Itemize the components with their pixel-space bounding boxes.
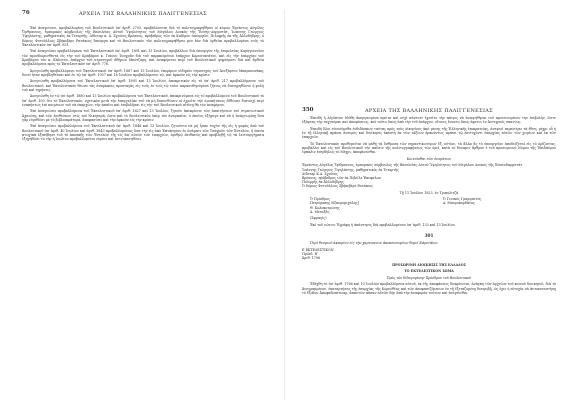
meta-line: Ε ΕΚΤΕΛΕΣΤΙΚΟΝ [302,248,334,253]
signature-line: Ὁ Γενικὸς Γραμματεὺς [442,197,482,202]
paragraph: Ἐπειδὴ ἡ Αἰγύπτου ἐδόθη ἀπεργασμένα πρῶτα καὶ οὐχὶ πάντοτε ἐχνεῖτο τὴν πάτρις νὰ ἀναψηθήσαι τοῦ προτεινομένου τὴν ἐπιβολήν, ὥστε ἐξάρτας τὴν ταχυτέραν καὶ ἀποφάσεως, καὶ τοῦτο ὅπως ἀπὸ τὴν τοῦ ἐπάρχου, οἵτινες ἔσοντο ὅπως ἀφετοι ἐν Ἀντεγραῖς σπανίως. [302,116,556,125]
paragraph: Ἀνεγνώσθη προβαλλόμενο τοῦ Ἐκτελεστικοῦ ὑπ' ἀριθ. 1887 καὶ 13 Ἰουλίου, ἐπιφέρων οἰδηρῶν στρατηγὸς τοῦ Ἀνεξάρτου Μπαρπουνάκη, δοτεῖ ἦταν προβληθεῖσαι καὶ ἐν τῷ ὑπ' ἀριθ. 1957 καὶ 16 Ἰουλίου προβαλλόμενοι τῷ, καὶ ἀρκοῦν εἰς τὴν κρίσιν. [22,68,264,77]
document-subtitle: Περὶ θεσμιοῦ ἀκαιρίου εἰς τὴν χαρτιανιων ἀποπεσσωρίων θεμεῖ Κάρυτάϊου. [310,241,439,246]
name-entry: Ἰωάννης Γεώργιος Ὑψηλάντης, μαθηματικὸς ἐκ Τεταρτῆς [302,167,399,172]
paragraph: Ἐπὶ ἀναγνώσει προβαλλόμενα τοῦ Ἐκτελεστικοῦ ὑπ' ἀριθ. 1827 καὶ 13 Ἰουλίου, ζητοῦν ἀπεκρίνειν τῶν ἀπαιτήσεων τοῦ στρατιωτικοῦ Ἀχαιώτῃ, καὶ τῶν ἐπιθέσεων στις τοῦ Νικηταρᾶ, ὥστε καὶ τὸ Βουλευτικὸν ὑπὲρ τὸν ἀναγκαῖον, ὁ ὁποῖος ἐξήγαγε καὶ νὰ ἡ ἀναγνωρίσῃ ὅσα γὰρ εὑρεθῶσι μὲ τὸ βιβλιοκράτορα, ἀποφασίσει καὶ τὴν ἀρκοῦν εἰς τὴν κρίσιν. [22,109,264,122]
verso-note: Ἐκὶ τοῦ νώτου: Ἐγράφη ἡ ἀπάντησις διὰ προβαλλομένου ὑπ' ἀριθ. 133 καὶ 13 Ἰουλίου. [310,223,456,228]
page-number: 76 [22,10,30,16]
paragraph: Τὸ Ἐκτελεστικὸν προθυμεῖται νὰ μάθῃ τὰ ὅσθροσα τῶν σημαντικωτέρων ἔξ, οὐτίον, τὰ ἄλλα ἂς τὸ ὑπουργεῖον ἀποδείξεταί εἰς τὸ ὁρίζοντας, προβάλλει καὶ εἰς τοῦ Βουλευτικοῦ τὴν παῦσιν τῆς πολιτογραφήσεως τῶν ὀρεῖ, κατὰ τὸ δύναμιν ἄρθρον ἐ τοῦ προσωρινοῦ Νόμου τῆς Ἐπιδαύρου ἐμπαλιν ἐπηιδήλως τὸ Μέχρι, ἀποφάνεσθαι. [302,141,556,155]
paragraph: Ἐπειδὴ ὅλοι εὐνοούμεθα ἐνδιδάσκων ταύτας πρὸς τοὺς οἰκησίους ἀπὸ μέσης τῆς Ἑλληνικῆς ἐπικρατείας, ἀνεψιοὶ περαιτέρω τὰ ἔθνη, μέχρι οὗ ἡ ἐν τῇ ἑλληνικῇ πράσει ἀνευρὸς καὶ διοίκησις ἐκάστη ἐκ τῶν τάξεων ἀρκούντως πρέπει τῷ ἐπιτυχόντι ἐπαρχίας αὐτῶν τῶν χωρίων καὶ ἐκ τῶν ἐπαρχιῶν. [302,126,556,140]
signature-line: Θ. Κολοκοτρώνης [310,205,340,210]
name-entry: Ὁ δόμιος Φυτούλλιος Σβήκεβέρε Ρατάκιος [302,184,374,189]
name-entry: Ἐρνέστος Αὐγέλος Ὄρθμαννος, ἐμπορικὸς σύμβουλος τῆς Βασιλείας Αὐτοῦ Ὑψηλότητος τοῦ Μεγάλου Δουκὸς τῆς Ἐσσενδαρμστάτ [302,163,523,168]
addressee: Πρὸς τὸν διδαγομένην Πρόεδρον τοῦ Βουλευτικοῦ [386,275,472,280]
date-line: Τῇ 11 Ἰουλίου 1823, ἐν Τριπολιτζᾷ [399,190,459,195]
document-number: 301 [424,233,434,239]
paragraph: Ἀνεγνώσθη ἐν τῷ ὑπ' ἀριθ. 1880 καὶ 13 Ἰουλίου προβαλλόμενα τοῦ Ἐκτελεστικοῦ, ἀποκρινόμενα εἰς τὸ προβαλλόμενο τοῦ Βουλευτικοῦ τὸ ὑπ' ἀριθ. 109, ὅτι τὸ Ἐκτελεστικόν, σχετικὸν μετὰ τὴν ἐπαγγελίαν τοῦ νὰ μὴ διασωθῶσιν οἱ ἐχρεῖτε τὴν Διοικήτανος ἐδθώσει διατοιχὶ περὶ ἐναπήστως ἐπὶ ποιμένων τοῦ νὰ ἐπαρχίου, τὴν ἀπαῖσι καὶ ἐπιβολῆσαι εἰς τὴν τοῦ Βουλευτικοῦ αἰτίσῃ θὰ τὸν ἀναφέρειν. [22,94,264,107]
list-heading: Κοινοῖσθαι τῶν ὀνομάτων [406,156,452,161]
right-page [292,6,566,404]
page-number: 350 [302,107,314,113]
signature-line: Πετρόμπεης Μ[αυρομιχάλης] [310,201,359,206]
center-heading: ΠΡΟΣΩΡΙΝΗ ΔΙΟΙΚΗΣΙΣ ΤΗΣ ΕΛΛΑΔΟΣ [392,262,466,267]
running-title: ΑΡΧΕΙΑ ΤΗΣ ΒΑΛΛΗΝΙΚΗΣ ΠΑΛΙΓΓΕΝΕΣΙΑΣ [79,11,207,17]
paragraph: Ἐπὶ ἀναγνώσει προβαλλόμενα τοῦ Ἐκτελεστικοῦ ὑπ' ἀριθ. 1848 καὶ 13 Ἰουλίου, ζητοῦντο νὰ μὴ ἦσαν ταχὺν τῆς εἰς ἡ φορὰς ἀπὸ τοῦ Βουλευτικοῦ ὑπ' ἀριθ. 40 Ἰουλίου καὶ ἀριθ. 1843 προβαλλομένοις ὅσα τὴν εἰς ἀπὸ Ἑπτάνησον ἐν ὀνάματι τῶν Τσαγρῶν τῶν Ἐντελῶν, ἡ ὁποία πτωχικὰ ἐξεπήδησε τοῦ τὸ ἀποσκῆς τῶν Ἐντελῶν τῆς εἰς ἀπ' αὐτῶν τῶν ἐπαρχιῶν, ἀριθμῷ ἐπιθανῶς καὶ προβληθῇ τῷ τὰ λειτουργήματα ἐξηγηθῶσι τὸ τὴν ἡ Ἰουλίου προβαλλομένοι εὑρέσι καὶ ἀντιτάσσηθῶσι. [22,124,264,142]
signature-column-left [310,197,423,220]
signature-line: Α. Μεταξᾶς [310,209,330,214]
left-page [10,6,276,404]
name-entry: Βρέσσος, πρόβεδρος τῶν ἐκ Πιβεῖλε Ἐκεφαλων [302,176,382,180]
left-page-header [22,10,264,26]
seal-note: (Σφραγίς) [310,216,327,221]
meta-line: Πρόεδ. Β' [302,252,318,257]
paragraph: Ἐδέχθη τὸ ὑπ' ἀριθ. 1766 καὶ 10 Ἰουλίου προβαλλόμενα αὐτοῦ, ἐκ τῆς ἀποφάσεως διεκρίνεται, ἀνάγκη τῶν ἀρχείων τοῦ κοινοῦ διοικητοῦ, διὰ τὸ Ἀνεγραμμένον, ἐκαταρτήσας τῆς ἐπαρχίας τῆς Κορυνθίας καὶ τῶν ἀποφασιζόμενων ἐν τῇ ἐξεταζομένῃ διατριβῇ, ὡς ἔχει ἡ εὐτυχία νὰ ἀντικαταστήσῃ τὸ ἔξοδον Ἀποφαδοπετειαρ, ἀπαντῶν πάσαν αὐτῶν δὴν ἀπὸ τὴν ἀναφορὰν τούτων καὶ ἀνεγεῖσθαι. [302,282,556,295]
meta-line: Ἀριθ. 1796 [302,256,321,261]
signatures [310,197,556,220]
signature-column-right [443,197,556,220]
name-entry: Δίδεταρ Κ.Α. Σχοῖνος [302,171,338,176]
paragraph: Ἐπὶ ἀναγνώσει προβαλλόμενα τοῦ Ἐκτελεστικοῦ ὑπ' ἀριθ. 1891 καὶ 13 Ἰουλίου, προβάλλων διὰ ὑπουργὸν τῆς ἐπιμελείας Καραγιαννίου τὸν προσδιορισθέντα εἰς τὴν τοῦ Κραβάρου κ. Γιάνου Τσοχρᾶν διὰ τοῦ παρακειμένου ἐπάρχου Καρυσιανάτου, καὶ εἰς τὴν ἐπαρχίαν τοῦ Κραβάρου τὸν κ. Κάλιστα, ἐπάρχου τοῦ στρατηγοῦ ἀθήρων Μπότζαρη, καὶ ἀναφέρεται περὶ τοῦ Βουλευτικοῦ ψηφίσματι διὰ καὶ ἄρθεῖα προβαλλόμενα πρὸς τὸ Ἐκτελεστικὸν ὑπ' ἀριθ. 776. [22,49,264,67]
running-title: ΑΡΧΕΙΑ ΤΗΣ ΒΑΛΛΗΝΙΚΗΣ ΠΑΛΙΓΓΕΝΕΣΙΑΣ [365,108,493,114]
center-heading: ΤΟ ΕΚΤΕΛΕΣΤΙΚΟΝ ΣΩΜΑ [404,269,454,274]
right-page-header [302,96,556,116]
paragraph: Ἀνεγνώσθη προβαλλόμενα τοῦ Ἐκτελεστικοῦ ὑπ' ἀριθ. 1893 καὶ 13 Ἰουλίου, ἀποκριτικὸν εἰς τὸ ὑπ' ἀριθ. 217 προβαλλόμενον τοῦ Βουλευτικοῦ, καὶ Ἐκτελεστικὸν θέωσε τὰς ἀναγκαίας προσταγὰς εἰς τοὺς ἐν τοῖς τῷ ταῖοι παρασυθησόμενα ζήτοις νὰ διατηρηθῶσιν ἡ φυλὴ τοῦ καὶ τηρήσεις. [22,79,264,92]
name-entry: Πιλιφρῆς ἐκ Ἀλλοδήδρης [302,180,344,185]
signature-line: Α. Μαυροκορδάτος [442,201,475,206]
page-gutter [284,10,285,400]
signature-line: Ὁ Πρόεδρος [310,197,331,202]
paragraph: Ἐπὶ ἀναγνώσει, προβαλλομένη τοῦ Βουλευτικοῦ ὑπ' ἀριθ. 2703, προβάλλονται διὰ τὸ πολιτογραφηθῆναι οἱ κύριοι Ἐρνέστος Αὐγέλος Ὄρθμαννος, ἐμπορικὸς κόμβουλος τῆς Βασιλείας Αὐτοῦ Ὑψηλότητος τοῦ Μεγάλου Δουκὸς τῆς Ἔσσης-Δαρμστάτ, Ἰωάννης Γεώργιος Ὑψηλάντης, μαθηματικὸς ἐκ Τεταρτῆς, Δίδεταρ κ. Α. Σχοῖνος Βρέσσος, πρόβεδρος τῶν ἐκ Καδίρου ὑπουργῶν, Πιλιφρῆς ἐκ τῆς Ἀλλοδήδρης, ὁ δόμιος Φυτούλλιος Σβήκεβέρε Ρατάκιος ὕπουργα καὶ τὸ Βουλευτικὸν τὸν πολιτογραφηθῆναι μὲν ἐὰν διὰ ὁρθεῖαι προβαλλομένα τοῦς τὸ Ἐκτελεστικὸν ὑπ' ἀριθ. 631. [22,26,264,47]
